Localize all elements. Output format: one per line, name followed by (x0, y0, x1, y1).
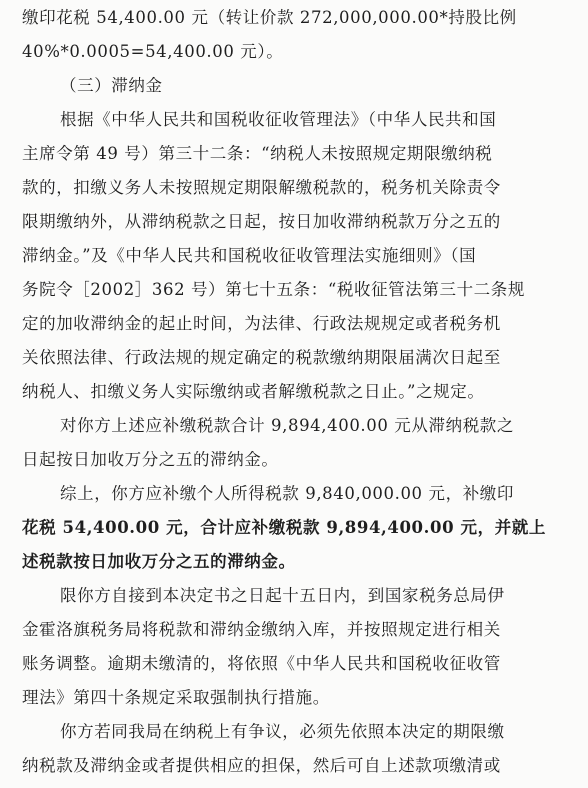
text-line: 款的，扣缴义务人未按照规定期限解缴税款的，税务机关除责令 (22, 178, 501, 197)
text-line: 账务调整。逾期未缴清的，将依照《中华人民共和国税收征收管 (22, 654, 501, 673)
text-line: 根据《中华人民共和国税收征收管理法》（中华人民共和国 (60, 110, 497, 129)
text-line: 定的加收滞纳金的起止时间，为法律、行政法规规定或者税务机 (22, 314, 501, 333)
text-line: 综上，你方应补缴个人所得税款 9,840,000.00 元，补缴印 (60, 484, 515, 503)
text-line: 纳税款及滞纳金或者提供相应的担保，然后可自上述款项缴清或 (22, 756, 501, 775)
text-line: 滞纳金。”及《中华人民共和国税收征收管理法实施细则》（国 (22, 246, 477, 265)
text-line: 纳税人、扣缴义务人实际缴纳或者解缴税款之日止。”之规定。 (22, 382, 485, 401)
text-line: 对你方上述应补缴税款合计 9,894,400.00 元从滞纳税款之 (60, 416, 515, 435)
text-line: 日起按日加收万分之五的滞纳金。 (22, 450, 279, 469)
text-line: 限你方自接到本决定书之日起十五日内，到国家税务总局伊 (60, 586, 505, 605)
text-line: 花税 54,400.00 元，合计应补缴税款 9,894,400.00 元，并就上 (22, 518, 546, 537)
text-line: 限期缴纳外，从滞纳税款之日起，按日加收滞纳税款万分之五的 (22, 212, 501, 231)
text-line: 理法》第四十条规定采取强制执行措施。 (22, 688, 330, 707)
text-line: 你方若同我局在纳税上有争议，必须先依照本决定的期限缴 (60, 722, 505, 741)
text-line: 务院令［2002］362 号）第七十五条：“税收征管法第三十二条规 (22, 280, 525, 299)
text-line: 缴印花税 54,400.00 元（转让价款 272,000,000.00*持股比例 (22, 8, 517, 27)
text-line: 主席令第 49 号）第三十二条：“纳税人未按照规定期限缴纳税 (22, 144, 493, 163)
text-line: 40%*0.0005=54,400.00 元）。 (22, 42, 284, 61)
text-line: 述税款按日加收万分之五的滞纳金。 (22, 552, 296, 571)
text-line: 金霍洛旗税务局将税款和滞纳金缴纳入库，并按照规定进行相关 (22, 620, 501, 639)
text-line: 关依照法律、行政法规的规定确定的税款缴纳期限届满次日起至 (22, 348, 501, 367)
section-heading: （三）滞纳金 (60, 76, 163, 95)
